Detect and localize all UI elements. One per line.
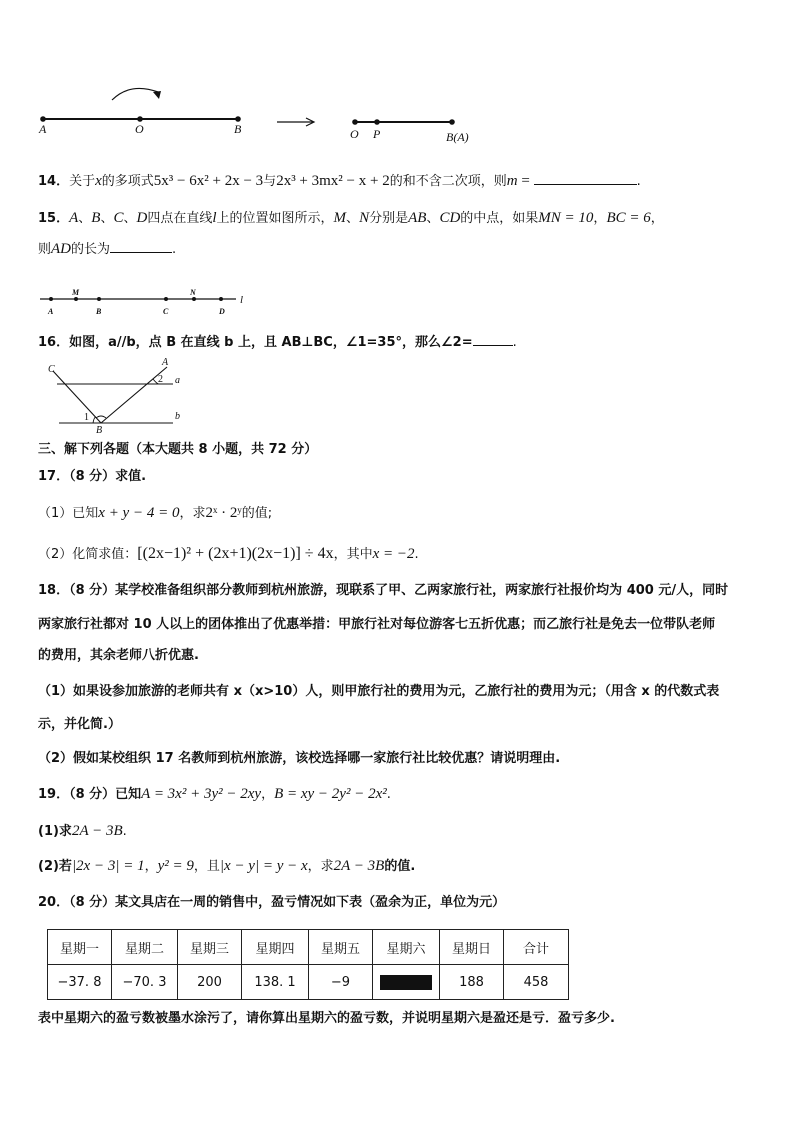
- ink-blot: [380, 975, 432, 990]
- q14-text-1: 关于: [69, 174, 96, 189]
- label-n-l: N: [190, 288, 196, 297]
- table-cell: −9: [309, 965, 373, 1000]
- q19-p1-end: .: [122, 824, 127, 839]
- q17-p1-equation: x + y − 4 = 0: [98, 505, 180, 521]
- table-header-cell: 星期三: [178, 930, 242, 965]
- q15-text-segment: 、: [78, 211, 92, 226]
- q15-number: 15．: [38, 211, 70, 226]
- label-1-fig16: 1: [84, 412, 89, 423]
- point-d-l: [219, 297, 223, 301]
- label-c-l: C: [163, 307, 169, 316]
- q19-p2-expression: 2A − 3B: [333, 858, 385, 874]
- q15-text-segment: 上的位置如图所示，: [216, 211, 334, 226]
- q15-text-segment: 、: [426, 211, 440, 226]
- label-b-l: B: [96, 307, 102, 316]
- table-header-cell: 星期日: [440, 930, 504, 965]
- point-a: [40, 116, 46, 122]
- q15-text-segment: 的中点，如果: [460, 211, 539, 226]
- line-l-figure: [38, 288, 258, 318]
- q19-p2-text: (2)若: [38, 859, 72, 874]
- question-14: [38, 172, 641, 191]
- table-header-cell: 星期六: [373, 930, 440, 965]
- table-header-cell: 星期五: [309, 930, 373, 965]
- point-o: [137, 116, 143, 122]
- table-row: [48, 965, 569, 1000]
- label-a-l: A: [48, 307, 54, 316]
- q19-p2-sep-3: ，求: [307, 859, 334, 874]
- segment-figure: [30, 80, 490, 155]
- table-header-cell: 星期二: [112, 930, 178, 965]
- table-cell: 458: [504, 965, 569, 1000]
- parallel-lines-figure: [45, 357, 195, 437]
- q17-p1-text-b: ，求: [179, 506, 206, 521]
- point-b-l: [97, 297, 101, 301]
- table-header-cell: 合计: [504, 930, 569, 965]
- table-cell: 138. 1: [242, 965, 309, 1000]
- label-line-l: l: [240, 294, 244, 306]
- q14-poly-2: 2x³ + 3mx² − x + 2: [276, 173, 390, 189]
- q15-math-segment: CD: [439, 210, 461, 226]
- q15-text-segment: 、: [346, 211, 360, 226]
- q14-number: 14．: [38, 174, 70, 189]
- table-header-cell: 星期四: [242, 930, 309, 965]
- label-p: P: [373, 127, 381, 141]
- point-n-l: [192, 297, 196, 301]
- q14-var-m: m: [506, 173, 518, 189]
- question-15-line-2: [38, 240, 176, 259]
- question-20-footer: 表中星期六的盈亏数被墨水涂污了，请你算出星期六的盈亏数，并说明星期六是盈还是亏．盈亏多少.: [38, 1011, 615, 1026]
- q19-p1-text: (1)求: [38, 824, 72, 839]
- q17-p2-text-c: .: [414, 547, 419, 562]
- q14-poly-1: 5x³ − 6x² + 2x − 3: [153, 173, 264, 189]
- q14-equals: =: [517, 173, 534, 189]
- point-a-l: [49, 297, 53, 301]
- q14-text-3: 与: [263, 174, 277, 189]
- table-cell: 188: [440, 965, 504, 1000]
- q15-math-segment: A: [69, 210, 79, 226]
- q15-text-then: 则: [38, 242, 52, 257]
- table-header-cell: 星期一: [48, 930, 112, 965]
- table-cell: −37. 8: [48, 965, 112, 1000]
- table-cell: 200: [178, 965, 242, 1000]
- q19-separator: ，: [261, 787, 275, 802]
- q15-end: .: [172, 242, 177, 257]
- label-b: B: [234, 122, 242, 136]
- q16-number: 16．: [38, 335, 70, 350]
- segment-bc: [53, 371, 101, 423]
- right-angle-mark: [96, 416, 106, 418]
- q17-p2-expression: [(2x−1)² + (2x+1)(2x−1)] ÷ 4x: [137, 545, 334, 562]
- question-18-line-1: 18．（8 分）某学校准备组织部分教师到杭州旅游，现联系了甲、乙两家旅行社，两家旅行社报价均为 400 元/人，同时: [38, 583, 729, 598]
- label-m-l: M: [72, 288, 80, 297]
- q19-head-text: 19．（8 分）已知: [38, 787, 142, 802]
- q15-text-length: 的长为: [71, 242, 111, 257]
- q19-head-end: .: [386, 787, 391, 802]
- q15-text-segment: ，: [593, 211, 607, 226]
- label-a-fig16: A: [162, 357, 169, 368]
- question-16: [38, 333, 517, 352]
- label-d-l: D: [219, 307, 225, 316]
- rotation-arrow: [112, 88, 158, 100]
- profit-loss-table: [47, 929, 569, 1000]
- question-18-line-2: 两家旅行社都对 10 人以上的团体推出了优惠举措：甲旅行社对每位游客七五折优惠；而乙旅行社是免去一位带队老师: [38, 617, 716, 632]
- q15-line-1: [69, 211, 664, 226]
- q15-text-segment: 四点在直线: [147, 211, 213, 226]
- table-cell-ink-blot: [373, 965, 440, 1000]
- section-3-heading: 三、解下列各题（本大题共 8 小题，共 72 分）: [38, 442, 318, 457]
- question-18-line-4: （1）如果设参加旅游的老师共有 x（x>10）人，则甲旅行社的费用为元，乙旅行社的费用为元；（用含 x 的代数式表: [38, 684, 720, 699]
- question-17-heading: 17．（8 分）求值.: [38, 469, 147, 484]
- label-ba: B(A): [446, 130, 469, 144]
- q16-answer-blank[interactable]: [473, 333, 513, 346]
- q15-math-segment: N: [359, 210, 370, 226]
- question-18-line-3: 的费用，其余老师八折优惠.: [38, 648, 199, 663]
- q19-p2-condition-1: |2x − 3| = 1: [71, 858, 145, 874]
- label-o: O: [135, 122, 144, 136]
- q17-p1-expression: 2ˣ · 2ʸ: [205, 505, 242, 521]
- question-20-heading: 20．（8 分）某文具店在一周的销售中，盈亏情况如下表（盈余为正，单位为元）: [38, 895, 506, 910]
- label-2-fig16: 2: [158, 374, 163, 385]
- q16-end: .: [512, 335, 517, 350]
- label-b-fig16: B: [96, 425, 103, 436]
- label-line-b: b: [175, 411, 180, 422]
- q14-answer-blank[interactable]: [534, 172, 637, 185]
- q15-text-segment: ，: [650, 211, 664, 226]
- point-b: [235, 116, 241, 122]
- q17-p2-condition: x = −2: [372, 546, 415, 562]
- q17-p1-text-a: （1）已知: [38, 506, 99, 521]
- rotation-arrowhead: [153, 91, 161, 99]
- question-17-part-2: [38, 545, 419, 564]
- point-m-l: [74, 297, 78, 301]
- q15-math-segment: l: [212, 210, 217, 226]
- q15-text-segment: 、: [100, 211, 114, 226]
- question-19-part-1: [38, 822, 127, 841]
- q14-var-x: x: [95, 173, 102, 189]
- point-ba: [449, 119, 455, 125]
- q19-p2-end: 的值.: [384, 859, 416, 874]
- q15-math-segment: MN = 10: [538, 210, 594, 226]
- q15-text-segment: 、: [123, 211, 137, 226]
- label-o2: O: [350, 127, 359, 141]
- q17-p1-text-c: 的值;: [241, 506, 273, 521]
- q19-p2-condition-2: y² = 9: [157, 858, 194, 874]
- q15-math-segment: BC = 6: [606, 210, 651, 226]
- table-cell: −70. 3: [112, 965, 178, 1000]
- label-c-fig16: C: [48, 364, 55, 375]
- q19-p2-sep-1: ，: [144, 859, 158, 874]
- q15-math-segment: B: [91, 210, 101, 226]
- q15-text-segment: 分别是: [369, 211, 409, 226]
- q14-text-4: 的和不含二次项，则: [389, 174, 507, 189]
- q15-math-segment: C: [113, 210, 124, 226]
- q19-a-expression: A = 3x² + 3y² − 2xy: [141, 786, 262, 802]
- question-19-part-2: [38, 857, 415, 876]
- question-17-part-1: [38, 504, 272, 523]
- q19-p2-condition-3: |x − y| = y − x: [219, 858, 308, 874]
- q14-text-2: 的多项式: [101, 174, 154, 189]
- q16-text: 如图，a//b，点 B 在直线 b 上，且 AB⊥BC，∠1=35°，那么∠2=: [69, 335, 473, 350]
- q15-math-segment: D: [136, 210, 148, 226]
- label-a: A: [39, 122, 47, 136]
- q19-p2-sep-2: ，且: [193, 859, 220, 874]
- question-18-line-6: （2）假如某校组织 17 名教师到杭州旅游，该校选择哪一家旅行社比较优惠？请说明理由.: [38, 751, 561, 766]
- point-c-l: [164, 297, 168, 301]
- question-19-heading: [38, 785, 391, 804]
- q14-end: .: [636, 174, 641, 189]
- q19-p1-expression: 2A − 3B: [71, 823, 123, 839]
- question-15: [38, 209, 664, 228]
- point-o2: [352, 119, 358, 125]
- point-p: [374, 119, 380, 125]
- q17-p2-text-b: ，其中: [333, 547, 373, 562]
- q15-math-segment: M: [333, 210, 347, 226]
- q15-ad: AD: [51, 241, 72, 257]
- q15-math-segment: AB: [408, 210, 427, 226]
- label-line-a: a: [175, 375, 180, 386]
- q17-p2-text-a: （2）化简求值：: [38, 547, 138, 562]
- question-18-line-5: 示，并化简.）: [38, 717, 121, 732]
- table-header-row: [48, 930, 569, 965]
- q15-answer-blank[interactable]: [110, 240, 172, 253]
- q19-b-expression: B = xy − 2y² − 2x²: [274, 786, 387, 802]
